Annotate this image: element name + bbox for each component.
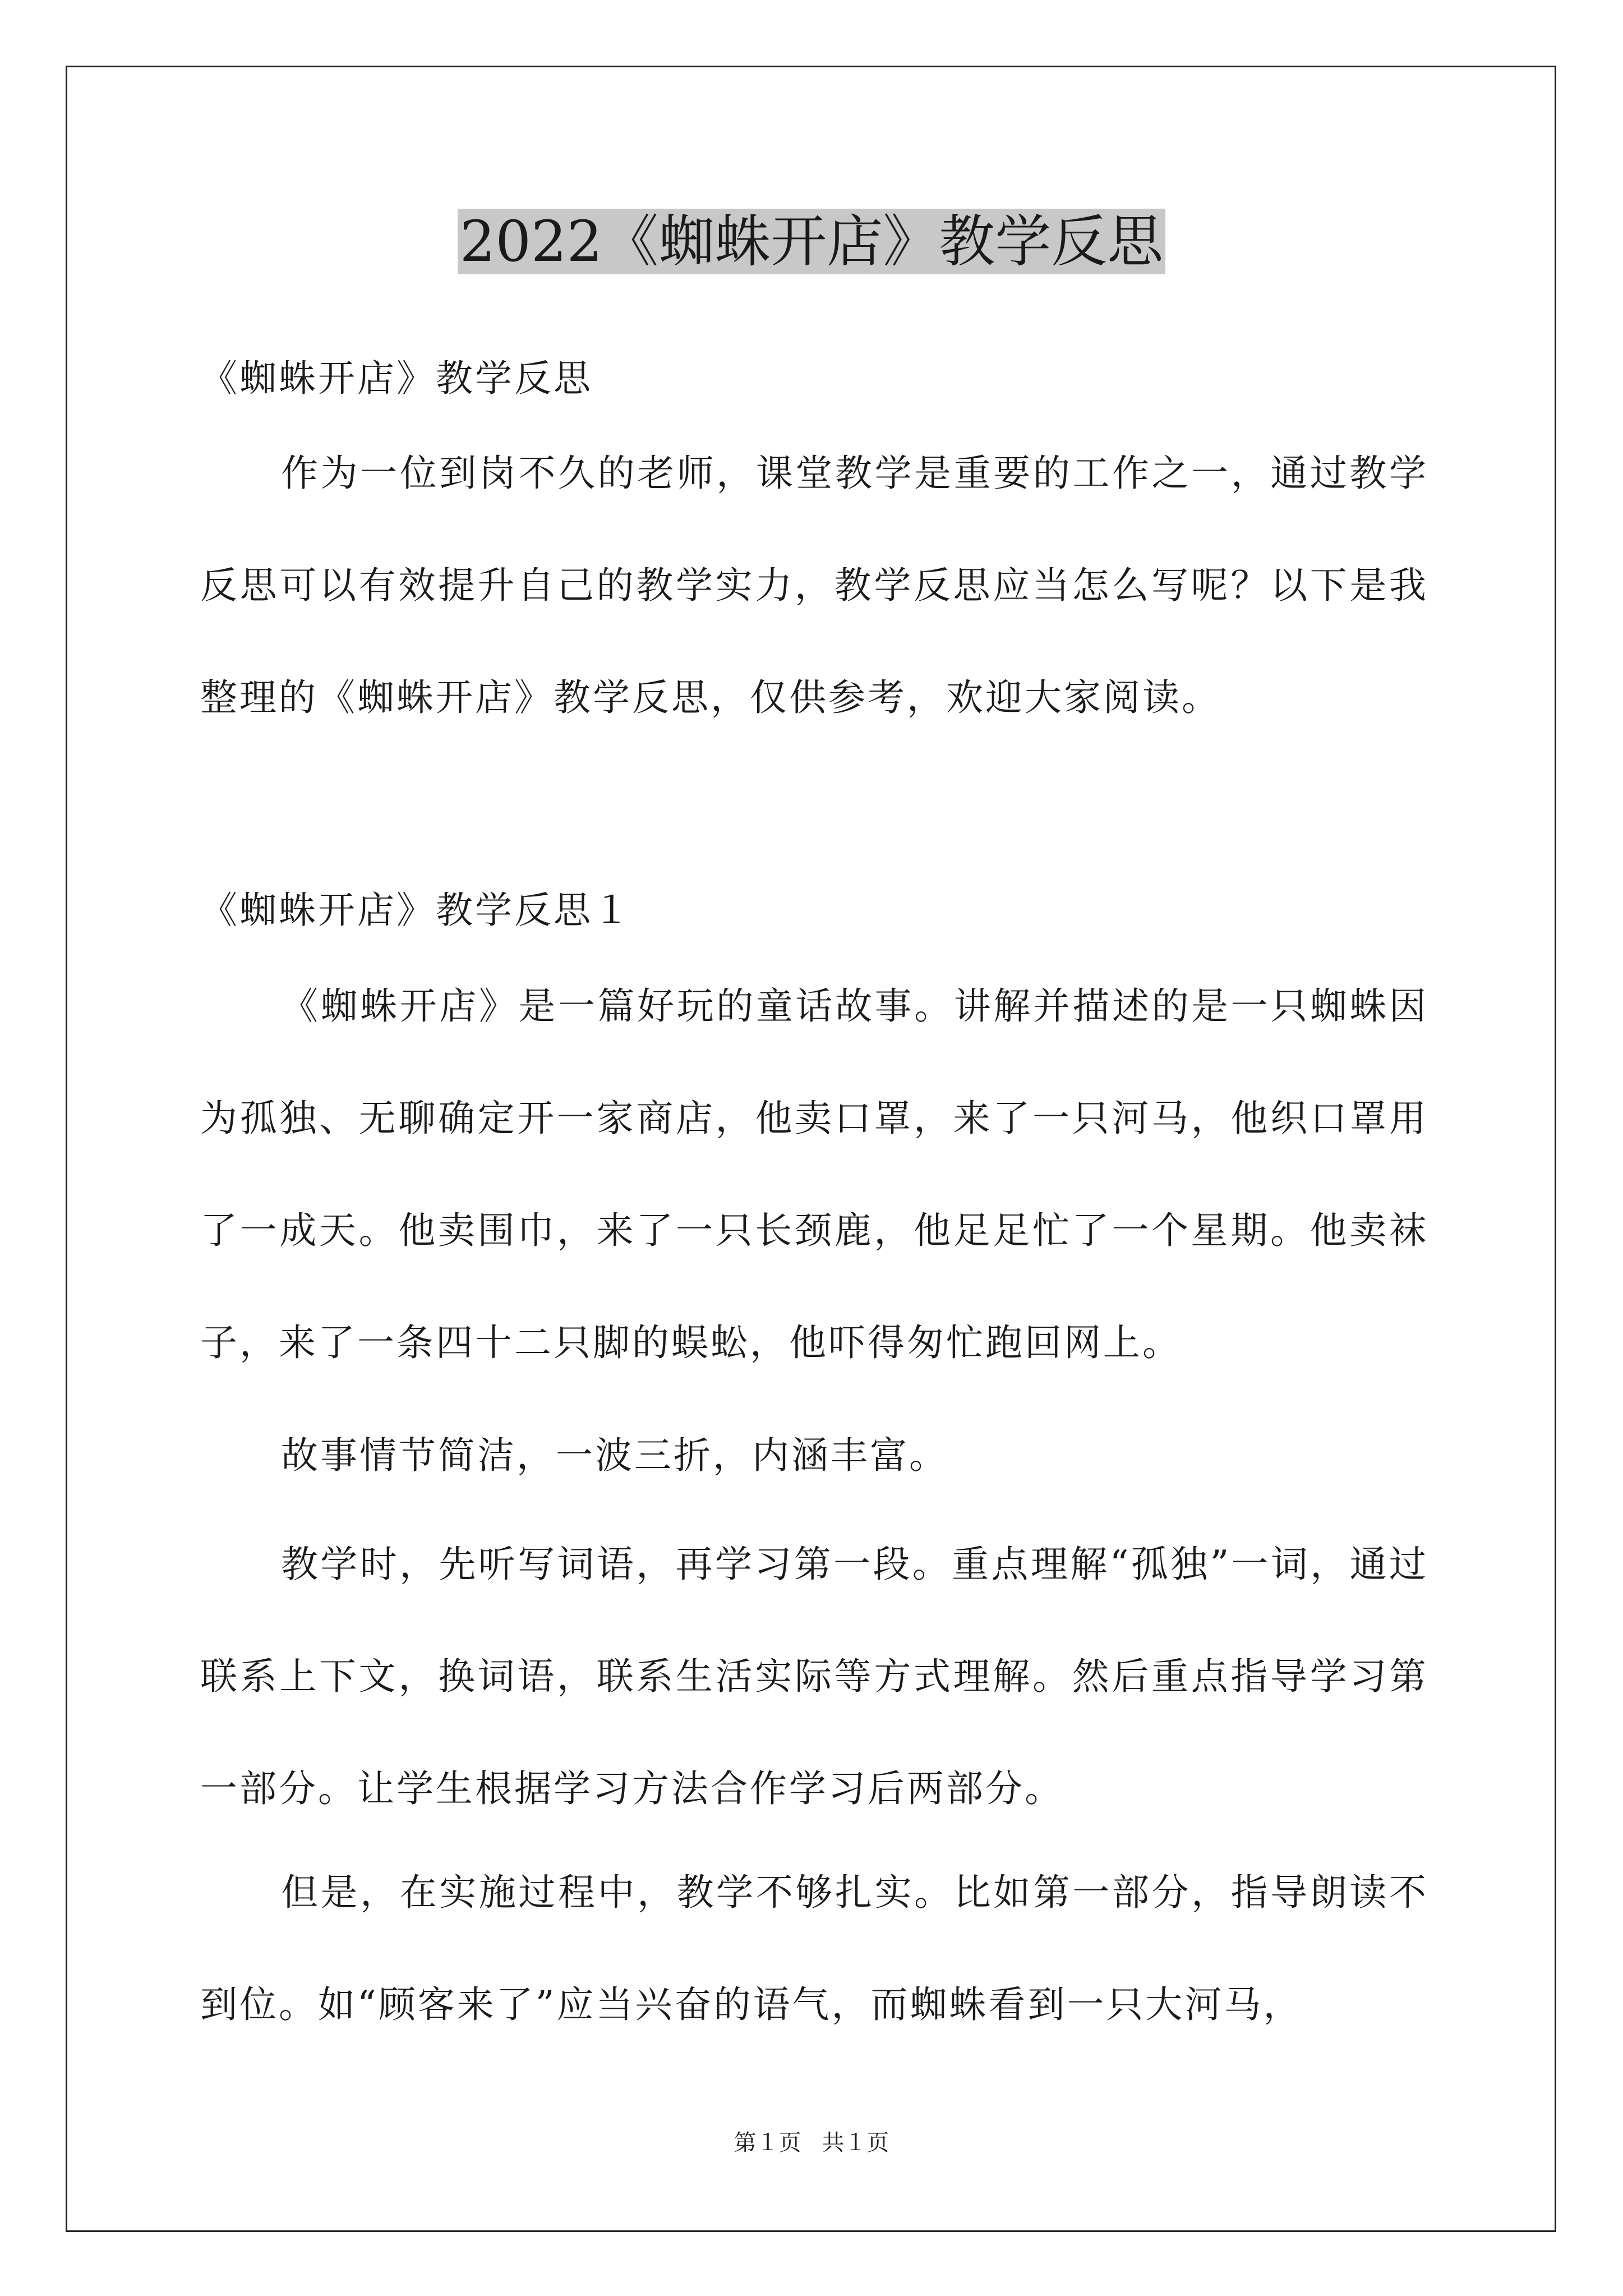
intro-paragraph: 作为一位到岗不久的老师，课堂教学是重要的工作之一，通过教学反思可以有效提升自己的教学实力，教学反思应当怎么写呢？以下是我整理的《蜘蛛开店》教学反思，仅供参考，欢迎大家阅读。 (200, 452, 1428, 719)
page-footer (0, 2129, 1623, 2157)
body-paragraph-2: 故事情节简洁，一波三折，内涵丰富。 (281, 1434, 948, 1477)
document-title-text: 2022《蜘蛛开店》教学反思 (458, 209, 1166, 274)
document-subtitle: 《蜘蛛开店》教学反思 (200, 357, 593, 400)
page-number: 第１页 (734, 2130, 801, 2156)
section-heading: 《蜘蛛开店》教学反思１ (200, 889, 632, 932)
body-paragraph-1: 《蜘蛛开店》是一篇好玩的童话故事。讲解并描述的是一只蜘蛛因为孤独、无聊确定开一家商店，他卖口罩，来了一只河马，他织口罩用了一成天。他卖围巾，来了一只长颈鹿，他足足忙了一个星期。他卖袜子，来了一条四十二只脚的蜈蚣，他吓得匆忙跑回网上。 (200, 984, 1428, 1364)
body-paragraph-3: 教学时，先听写词语，再学习第一段。重点理解“孤独”一词，通过联系上下文，换词语，联系生活实际等方式理解。然后重点指导学习第一部分。让学生根据学习方法合作学习后两部分。 (200, 1543, 1428, 1810)
page-total: 共１页 (822, 2130, 889, 2156)
document-title (0, 205, 1623, 278)
body-paragraph-4: 但是，在实施过程中，教学不够扎实。比如第一部分，指导朗读不到位。如“顾客来了”应当兴奋的语气，而蜘蛛看到一只大河马， (200, 1871, 1428, 2026)
